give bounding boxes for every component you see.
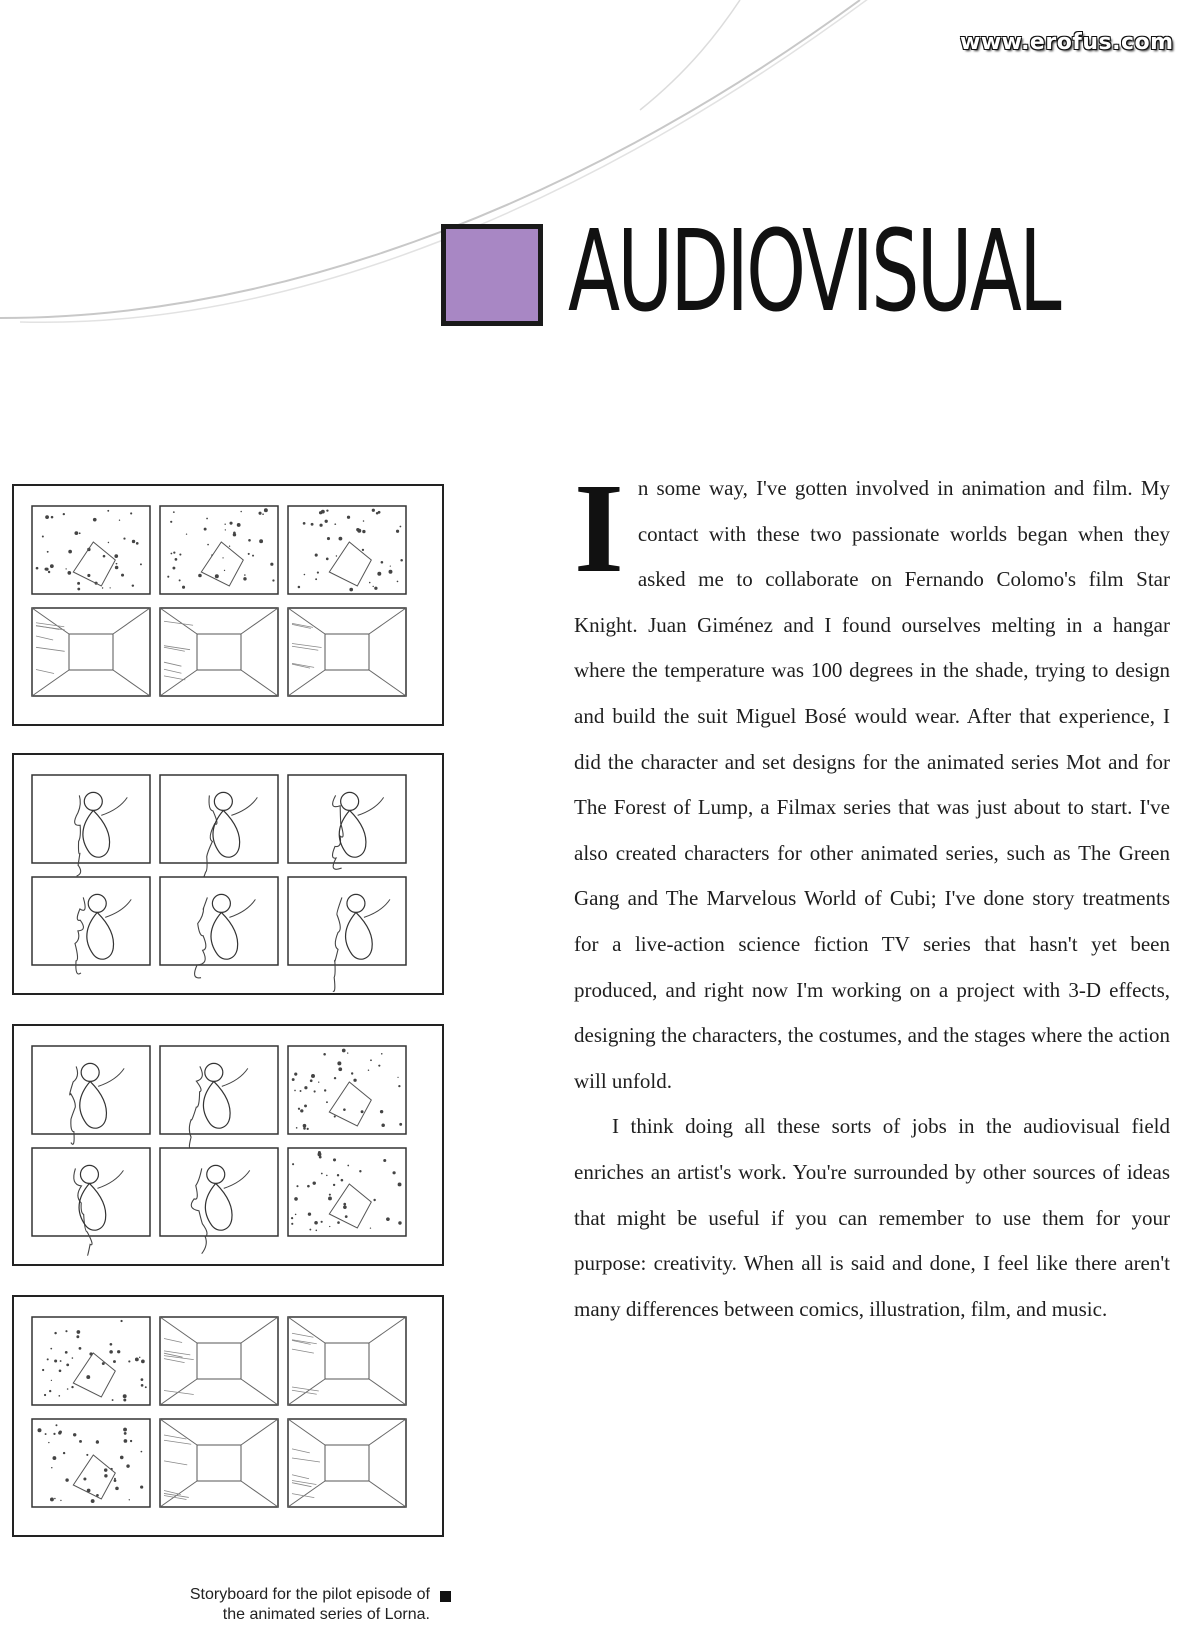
storyboard-panel-interior [32,608,150,696]
storyboard-panel-interior [288,608,406,696]
storyboard-panels [14,755,442,993]
drop-cap: I [574,457,624,599]
storyboard-panel-interior [160,1317,278,1405]
storyboard-panel-figure [32,877,150,974]
caption-line-1: Storyboard for the pilot episode of [189,1586,430,1603]
storyboard-panel-figure [160,775,278,884]
storyboard-panel-space [288,506,406,594]
storyboard-panel-figure [288,775,406,869]
storyboard-set-4 [12,1295,444,1537]
storyboard-panel-figure [160,1148,278,1254]
storyboard-panels [14,486,442,724]
paragraph-2: I think doing all these sorts of jobs in the audiovisual field enriches an artist's work. You're surrounded by other sources of ideas that might be useful if you can remember to use them for your purpose: creativity. When all is said and done, I feel like there aren't many differences between comics, illustration, film, and music. [574,1114,1170,1321]
storyboard-panel-interior [160,1419,278,1507]
storyboard-panel-interior [288,1419,406,1507]
watermark-text: www.erofus.com [960,30,1174,55]
paragraph-1 [574,457,1170,1104]
storyboard-panels [14,1297,442,1535]
page-title: AUDIOVISUAL [568,207,1059,337]
storyboard-panel-space [160,506,278,594]
storyboard-set-3 [12,1024,444,1266]
storyboard-panel-interior [160,608,278,696]
figure-caption [140,1585,430,1625]
storyboard-set-1 [12,484,444,726]
storyboard-panel-interior [288,1317,406,1405]
storyboard-panel-space [32,506,150,594]
paragraph-1-text: n some way, I've gotten involved in animation and film. My contact with these two passionate worlds began when they asked me to collaborate on Fernando Colomo's film Star Knight. Juan Giménez and I found ourselves melting in a hangar where the temperature was 100 degrees in the shade, trying to design and build the suit Miguel Bosé would wear. After that experience, I did the character and set designs for the animated series Mot and for The Forest of Lump, a Filmax series that was just about to start. I've also created characters for other animated series, such as The Green Gang and The Marvelous World of Cubi; I've done story treatments for a live-action science fiction TV series that hasn't yet been produced, and right now I'm working on a project with 3-D effects, designing the characters, the costumes, and the stages where the action will unfold. [574,476,1170,1093]
title-accent-square [441,224,543,326]
storyboard-panel-figure [32,1046,150,1144]
storyboard-panel-figure [288,877,406,991]
storyboard-panel-space [32,1317,150,1405]
caption-bullet-square [440,1591,451,1602]
caption-line-2: the animated series of Lorna. [222,1606,430,1623]
storyboard-panel-space [288,1046,406,1134]
storyboard-panel-figure [32,775,150,876]
storyboard-panel-space [32,1419,150,1507]
storyboard-panel-space [288,1148,406,1236]
article-body [574,457,1170,1332]
storyboard-panel-figure [32,1148,150,1255]
storyboard-set-2 [12,753,444,995]
storyboard-panel-figure [160,877,278,978]
storyboard-panels [14,1026,442,1264]
storyboard-panel-figure [160,1046,278,1147]
